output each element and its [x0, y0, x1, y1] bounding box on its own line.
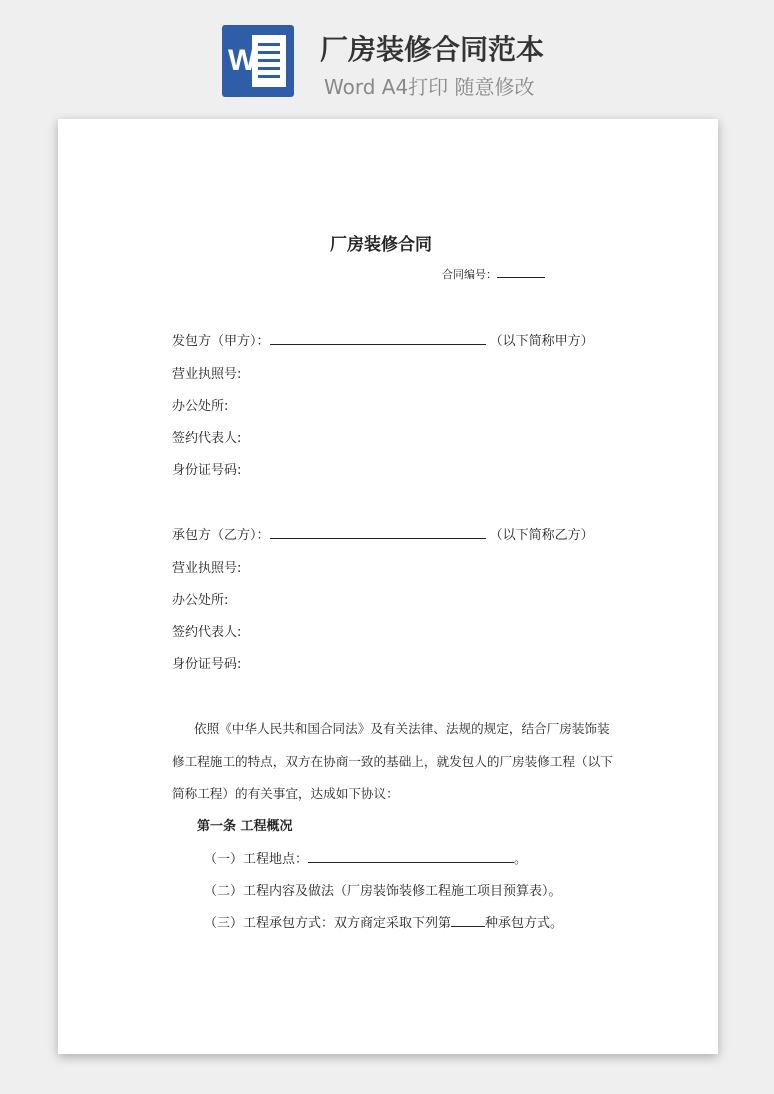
- word-letter: W: [228, 44, 257, 77]
- party-b-label: 承包方（乙方）：: [172, 528, 270, 543]
- article-1-item-1: [204, 848, 527, 867]
- party-b-rep: 签约代表人:: [172, 625, 242, 640]
- item-3-post: 种承包方式。: [485, 916, 564, 931]
- page-header: [0, 0, 774, 110]
- contract-number-blank[interactable]: [497, 266, 545, 278]
- party-a-suffix: （以下简称甲方）: [489, 334, 594, 349]
- article-1-item-2: （二）工程内容及做法（厂房装饰装修工程施工项目预算表）。: [204, 884, 562, 899]
- party-a-license: 营业执照号:: [172, 367, 242, 382]
- party-a-blank[interactable]: [270, 333, 486, 345]
- header-subtitle: Word A4打印 随意修改: [324, 75, 535, 99]
- intro-line-1: 依照《中华人民共和国合同法》及有关法律、法规的规定，结合厂房装饰装: [194, 721, 610, 736]
- item-1-label: （一）工程地点：: [204, 852, 309, 867]
- party-a-rep: 签约代表人:: [172, 431, 242, 446]
- party-b-office: 办公处所:: [172, 593, 229, 608]
- intro-line-3: 简称工程）的有关事宜，达成如下协议：: [172, 786, 399, 801]
- contract-number-label: 合同编号：: [442, 268, 497, 281]
- party-b-line: [172, 524, 594, 543]
- party-b-license: 营业执照号:: [172, 561, 242, 576]
- document-title: 厂房装修合同: [330, 235, 432, 255]
- contract-number: [442, 266, 545, 282]
- party-b-id: 身份证号码:: [172, 657, 242, 672]
- item-3-blank[interactable]: [451, 915, 485, 927]
- word-icon: [222, 25, 294, 97]
- article-1-heading: 第一条 工程概况: [197, 819, 293, 834]
- party-b-suffix: （以下简称乙方）: [489, 528, 594, 543]
- document-page: [58, 119, 718, 1054]
- party-a-label: 发包方（甲方）：: [172, 334, 270, 349]
- party-b-blank[interactable]: [270, 527, 486, 539]
- intro-line-2: 修工程施工的特点，双方在协商一致的基础上，就发包人的厂房装修工程（以下: [172, 754, 613, 769]
- party-a-line: [172, 330, 594, 349]
- item-1-end: 。: [514, 852, 528, 867]
- article-1-item-3: [204, 912, 563, 931]
- party-a-id: 身份证号码:: [172, 463, 242, 478]
- party-a-office: 办公处所:: [172, 399, 229, 414]
- item-1-blank[interactable]: [308, 851, 514, 863]
- item-3-pre: （三）工程承包方式：双方商定采取下列第: [204, 916, 452, 931]
- header-title: 厂房装修合同范本: [320, 33, 545, 66]
